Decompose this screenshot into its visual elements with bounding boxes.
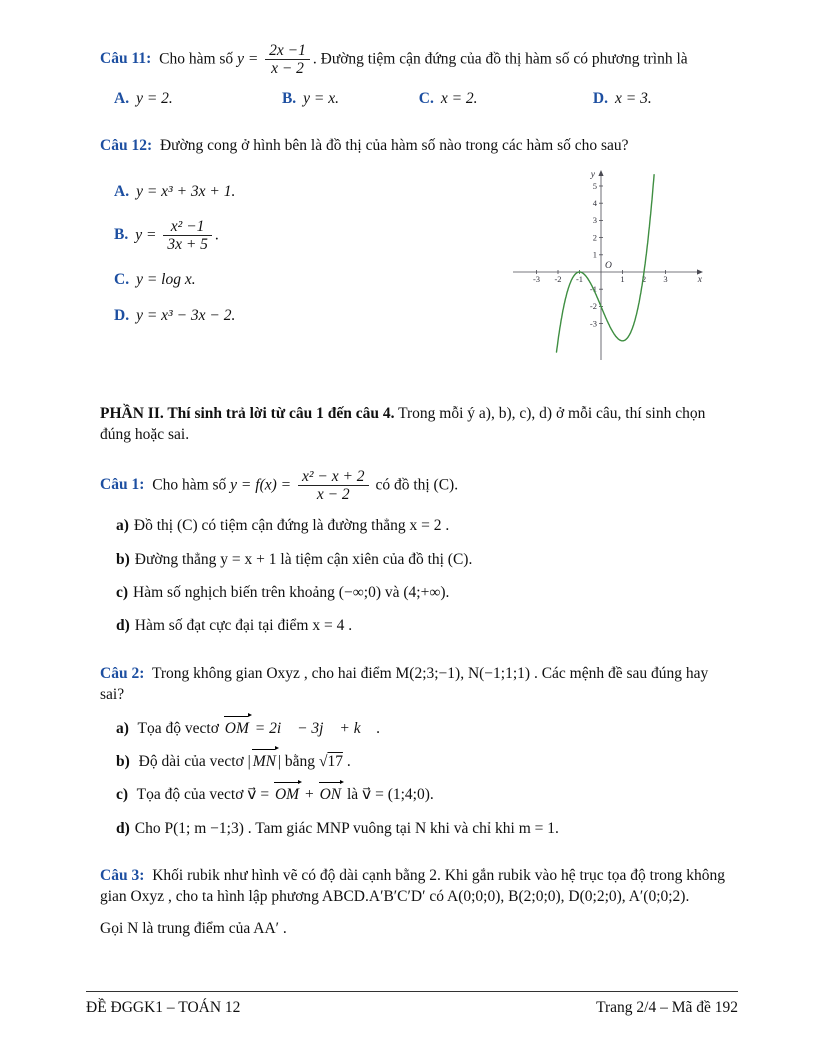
question-12 <box>100 135 736 373</box>
sqrt-radicand: 17 <box>327 752 343 770</box>
part2-question-1-pre: Cho hàm số <box>152 476 227 494</box>
statement-b <box>100 549 736 570</box>
vector-om: OM <box>223 718 251 739</box>
fraction-numerator: x² − x + 2 <box>298 468 369 486</box>
question-11-option-c <box>419 88 593 109</box>
y-tick-label: 5 <box>592 181 597 192</box>
abs-bar-open: | <box>247 752 251 770</box>
part2-question-2 <box>100 663 736 839</box>
sqrt-symbol: √ <box>318 752 328 770</box>
part2-question-2-stem <box>100 663 736 706</box>
statement-b-end: . <box>346 752 351 770</box>
question-12-stem <box>100 135 736 156</box>
statement-b-letter: b) <box>116 752 130 770</box>
vector-om: OM <box>273 784 301 805</box>
statement-a-letter: a) <box>116 517 129 535</box>
statement-c-letter: c) <box>116 584 129 602</box>
part2-question-2-text: Trong không gian Oxyz , cho hai điểm M(2;3;−1), N(−1;1;1) . Các mệnh đề sau đúng hay sai? <box>100 664 709 704</box>
option-c-text: x = 2. <box>440 89 478 107</box>
statement-a-letter: a) <box>116 719 129 737</box>
question-11-fraction <box>265 42 310 78</box>
option-a-letter: A. <box>114 183 130 201</box>
statement-b-pre: Độ dài của vectơ <box>138 752 244 770</box>
y-tick-label: 3 <box>592 215 597 226</box>
statement-d <box>100 818 736 839</box>
part2-question-3-stem <box>100 865 736 908</box>
part2-question-1-fraction <box>298 468 369 504</box>
fraction-denominator: x − 2 <box>316 485 350 503</box>
statement-b-mid: bằng <box>284 752 316 770</box>
statement-b <box>100 751 736 772</box>
option-b-fraction-numerator: x² −1 <box>163 218 212 236</box>
vector-mn: MN <box>251 751 278 772</box>
statement-c <box>100 784 736 805</box>
x-tick-label: -3 <box>532 274 541 285</box>
part-2-heading <box>100 403 736 446</box>
x-axis-arrow <box>697 270 703 275</box>
statement-d <box>100 615 736 636</box>
option-b-text: y = x. <box>303 89 339 107</box>
y-tick-label: 4 <box>592 198 597 209</box>
question-11-option-b <box>282 88 419 109</box>
footer-exam-title: ĐỀ ĐGGK1 – TOÁN 12 <box>86 998 241 1016</box>
option-d-text: x = 3. <box>615 89 652 107</box>
x-tick-label: 3 <box>663 274 668 285</box>
question-11-option-d <box>593 88 736 109</box>
x-tick-label: -2 <box>554 274 562 285</box>
part-2-heading-rest: Trong mỗi ý a), b), c), d) ở mỗi câu, thí sinh chọn đúng hoặc sai. <box>100 404 706 444</box>
statement-a <box>100 718 736 739</box>
question-11-fraction-denominator: x − 2 <box>271 60 304 78</box>
question-11 <box>100 42 736 109</box>
statement-a <box>100 515 736 536</box>
statement-b-letter: b) <box>116 550 130 568</box>
option-b-end: . <box>214 226 219 244</box>
statement-d-letter: d) <box>116 617 130 635</box>
statement-c-post: là v⃗ = (1;4;0). <box>346 786 434 804</box>
x-tick-label: 1 <box>620 274 625 285</box>
option-c-letter: C. <box>418 89 434 107</box>
option-a-text: y = x³ + 3x + 1. <box>136 183 236 201</box>
y-tick-label: 1 <box>592 250 597 261</box>
question-11-text-pre: Cho hàm số <box>159 50 234 68</box>
question-12-option-b <box>114 218 505 254</box>
option-b-letter: B. <box>114 226 129 244</box>
statement-a-pre: Tọa độ vectơ <box>137 719 219 737</box>
x-axis-label: x <box>697 275 702 286</box>
option-c-letter: C. <box>114 270 130 288</box>
statement-c-text: Hàm số nghịch biến trên khoảng (−∞;0) và (4;+∞). <box>133 584 450 602</box>
option-d-letter: D. <box>592 89 608 107</box>
question-11-label: Câu 11: <box>100 50 152 68</box>
statement-c-letter: c) <box>116 786 129 804</box>
question-12-body <box>100 166 736 372</box>
option-b-lhs: y = <box>135 226 157 244</box>
abs-bar-close: | <box>277 752 282 770</box>
y-axis-label: y <box>590 170 595 181</box>
question-12-options <box>100 166 505 341</box>
question-12-option-c <box>114 269 505 290</box>
part2-question-1-stem <box>100 468 736 504</box>
question-12-text: Đường cong ở hình bên là đồ thị của hàm số nào trong các hàm số cho sau? <box>159 137 629 155</box>
statement-c-pre: Tọa độ của vectơ v⃗ = <box>136 786 270 804</box>
question-11-stem <box>100 42 736 78</box>
question-11-options <box>100 88 736 109</box>
option-b-letter: B. <box>281 89 297 107</box>
page-footer <box>86 991 738 1018</box>
option-a-letter: A. <box>114 89 130 107</box>
y-axis-arrow <box>598 170 603 176</box>
statement-a-post: = 2i⃗ − 3j⃗ + k⃗ . <box>254 719 381 737</box>
option-d-text: y = x³ − 3x − 2. <box>136 306 236 324</box>
question-12-option-a <box>114 181 505 202</box>
x-tick-label: 2 <box>641 274 647 285</box>
question-12-label: Câu 12: <box>100 137 153 155</box>
part2-question-3-text: Khối rubik như hình vẽ có độ dài cạnh bằng 2. Khi gắn rubik vào hệ trục tọa độ trong không gian Oxyz , cho ta hình lập phương ABCD.A′B′C′D′ có A(0;0;0), B(2;0;0), D(0;2;0), A′(0;0;2). <box>100 867 725 906</box>
footer-page-number: Trang 2/4 – Mã đề 192 <box>596 998 738 1016</box>
question-11-math-lhs: y = <box>237 50 259 68</box>
statement-d-letter: d) <box>116 819 130 837</box>
statement-d-text: Hàm số đạt cực đại tại điểm x = 4 . <box>134 617 353 635</box>
question-11-option-a <box>114 88 282 109</box>
y-tick-label: 2 <box>592 232 597 243</box>
y-tick-label: -3 <box>589 318 597 329</box>
statement-a-text: Đồ thị (C) có tiệm cận đứng là đường thẳng x = 2 . <box>133 517 450 535</box>
statement-d-text: Cho P(1; m −1;3) . Tam giác MNP vuông tại N khi và chỉ khi m = 1. <box>134 819 559 837</box>
option-a-text: y = 2. <box>136 89 173 107</box>
part-2-heading-bold: PHẦN II. Thí sinh trả lời từ câu 1 đến câu 4. <box>100 404 395 422</box>
part2-question-2-label: Câu 2: <box>100 664 145 682</box>
x-tick-label: -1 <box>575 274 584 285</box>
question-11-text-post: . Đường tiệm cận đứng của đồ thị hàm số có phương trình là <box>312 50 688 68</box>
part2-question-3 <box>100 865 736 939</box>
part2-question-1 <box>100 468 736 637</box>
option-d-letter: D. <box>114 306 130 324</box>
question-11-fraction-numerator: 2x −1 <box>265 42 310 60</box>
y-tick-label: -2 <box>589 301 597 312</box>
origin-label: O <box>605 261 612 272</box>
option-b-fraction <box>163 218 212 254</box>
part2-question-1-math-lhs: y = f(x) = <box>230 476 292 494</box>
q12-graph-svg <box>505 168 705 366</box>
part2-question-1-label: Câu 1: <box>100 476 145 494</box>
statement-c <box>100 582 736 603</box>
part2-question-3-label: Câu 3: <box>100 867 145 885</box>
part2-question-3-text-2: Gọi N là trung điểm của AA′ . <box>100 919 287 937</box>
question-12-figure <box>505 168 710 372</box>
part2-question-1-post: có đồ thị (C). <box>375 476 459 494</box>
plus-sign: + <box>304 786 314 804</box>
y-tick-label: -1 <box>589 284 597 295</box>
question-12-option-d <box>114 305 505 326</box>
option-b-fraction-denominator: 3x + 5 <box>167 236 208 254</box>
option-c-text: y = log x. <box>136 270 196 288</box>
vector-on: ON <box>318 784 344 805</box>
statement-b-text: Đường thẳng y = x + 1 là tiệm cận xiên của đồ thị (C). <box>134 550 473 568</box>
